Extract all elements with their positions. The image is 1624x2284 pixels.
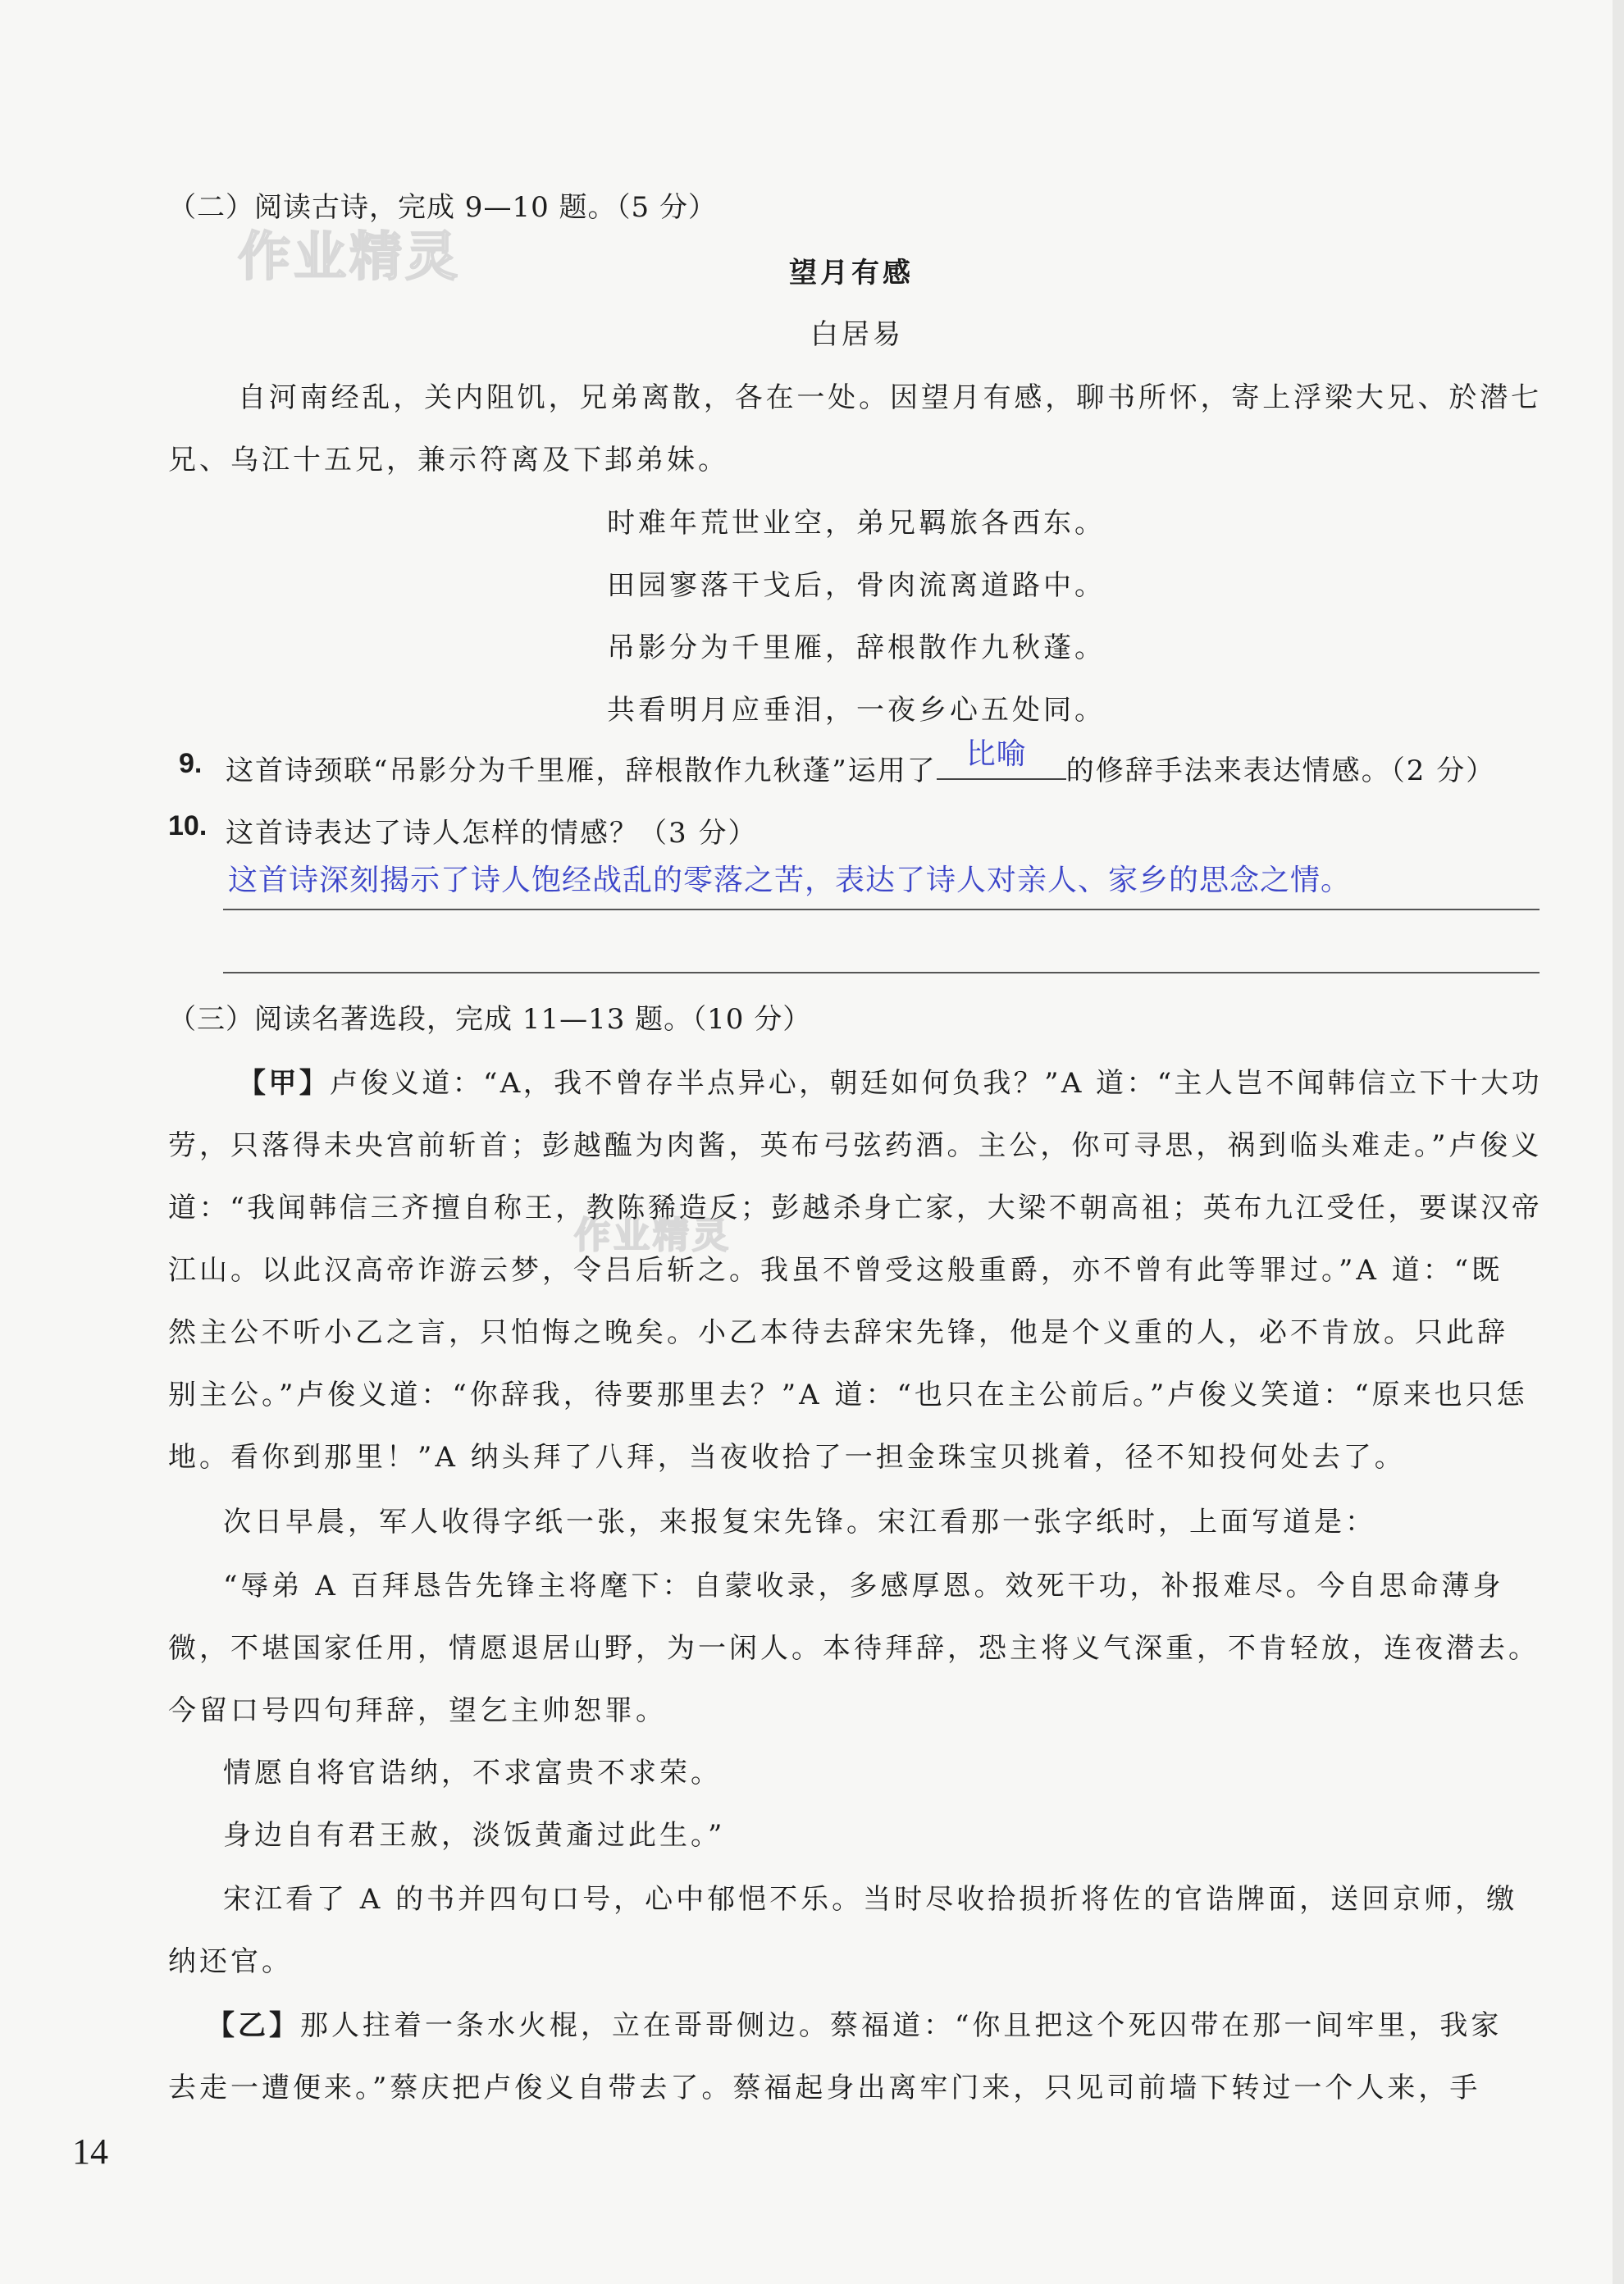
passage-yi-line-text: 那人拄着一条水火棍，立在哥哥侧边。蔡福道：“你且把这个死囚带在那一间牢里，我家 <box>300 2009 1503 2042</box>
letter-line: 今留口号四句拜辞，望乞主帅恕罪。 <box>168 1694 667 1727</box>
passage-paragraph: 次日早晨，军人收得字纸一张，来报复宋先锋。宋江看那一张字纸时，上面写道是： <box>223 1506 1376 1539</box>
answer-line-10-2[interactable] <box>223 972 1540 973</box>
passage-jia-line: 别主公。”卢俊义道：“你辞我，待要那里去？”A 道：“也只在主公前后。”卢俊义笑道：“原来也只恁 <box>168 1379 1528 1411</box>
poem-title: 望月有感 <box>789 257 914 289</box>
verse-line: 情愿自将官诰纳，不求富贵不求荣。 <box>223 1757 722 1789</box>
question-9 <box>226 737 1496 788</box>
label-yi: 【乙】 <box>207 2009 300 2042</box>
poem-author: 白居易 <box>810 318 904 351</box>
passage-jia-line: 道：“我闻韩信三齐擅自称王，教陈豨造反；彭越杀身亡家，大梁不朝高祖；英布九江受任，要谋汉帝 <box>168 1192 1543 1224</box>
poem-preface-line: 自河南经乱，关内阻饥，兄弟离散，各在一处。因望月有感，聊书所怀，寄上浮梁大兄、於潜七 <box>238 381 1542 414</box>
passage-jia-line: 地。看你到那里！”A 纳头拜了八拜，当夜收拾了一担金珠宝贝挑着，径不知投何处去了。 <box>168 1441 1406 1474</box>
section2-heading: （二）阅读古诗，完成 9—10 题。（5 分） <box>168 191 717 224</box>
poem-line: 吊影分为千里雁，辞根散作九秋蓬。 <box>607 631 1106 664</box>
poem-line: 共看明月应垂泪，一夜乡心五处同。 <box>607 694 1106 727</box>
passage-yi-line <box>207 2003 1502 2043</box>
answer-blank-9[interactable] <box>937 737 1066 780</box>
question-number-9: 9. <box>179 748 203 779</box>
poem-preface-line: 兄、乌江十五兄，兼示符离及下邽弟妹。 <box>168 444 729 476</box>
passage-jia-line: 然主公不听小乙之言，只怕悔之晚矣。小乙本待去辞宋先锋，他是个义重的人，必不肯放。只此辞 <box>168 1316 1508 1349</box>
passage-jia-line: 劳，只落得未央宫前斩首；彭越醢为肉酱，英布弓弦药酒。主公，你可寻思，祸到临头难走。”卢俊义 <box>168 1129 1543 1162</box>
passage-jia-line <box>238 1060 1542 1101</box>
passage-jia-line: 江山。以此汉高帝诈游云梦，令吕后斩之。我虽不曾受这般重爵，亦不曾有此等罪过。”A 道：“既 <box>168 1254 1503 1287</box>
question-number-10: 10. <box>168 810 208 841</box>
passage-line: 宋江看了 A 的书并四句口号，心中郁悒不乐。当时尽收拾损折将佐的官诰牌面，送回京师，缴 <box>223 1883 1518 1916</box>
poem-line: 时难年荒世业空，弟兄羁旅各西东。 <box>607 507 1106 540</box>
page-edge <box>1613 0 1624 2284</box>
poem-line: 田园寥落干戈后，骨肉流离道路中。 <box>607 569 1106 602</box>
verse-line: 身边自有君王赦，淡饭黄齑过此生。” <box>223 1819 726 1852</box>
passage-yi-line: 去走一遭便来。”蔡庆把卢俊义自带去了。蔡福起身出离牢门来，只见司前墙下转过一个人来，手 <box>168 2072 1481 2104</box>
letter-line: “辱弟 A 百拜恳告先锋主将麾下：自蒙收录，多感厚恩。效死干功，补报难尽。今自思命薄身 <box>223 1570 1504 1602</box>
passage-jia-line-text: 卢俊义道：“A，我不曾存半点异心，朝廷如何负我？”A 道：“主人岂不闻韩信立下十大功 <box>330 1067 1543 1100</box>
question-9-text-after: 的修辞手法来表达情感。（2 分） <box>1065 754 1496 787</box>
passage-line: 纳还官。 <box>168 1945 293 1978</box>
watermark-middle: 作业精灵 <box>574 1215 732 1256</box>
handwritten-answer-10: 这首诗深刻揭示了诗人饱经战乱的零落之苦，表达了诗人对亲人、家乡的思念之情。 <box>228 864 1352 897</box>
watermark-top: 作业精灵 <box>238 227 461 288</box>
page-number: 14 <box>72 2131 108 2172</box>
label-jia: 【甲】 <box>238 1067 331 1100</box>
question-10-prompt: 这首诗表达了诗人怎样的情感？（3 分） <box>226 817 758 850</box>
question-9-text-before: 这首诗颈联“吊影分为千里雁，辞根散作九秋蓬”运用了 <box>226 754 937 787</box>
answer-line-10-1[interactable] <box>223 909 1540 910</box>
handwritten-answer-9: 比喻 <box>965 737 1027 771</box>
letter-line: 微，不堪国家任用，情愿退居山野，为一闲人。本待拜辞，恐主将义气深重，不肯轻放，连夜潜去。 <box>168 1632 1540 1665</box>
section3-heading: （三）阅读名著选段，完成 11—13 题。（10 分） <box>168 1003 812 1036</box>
